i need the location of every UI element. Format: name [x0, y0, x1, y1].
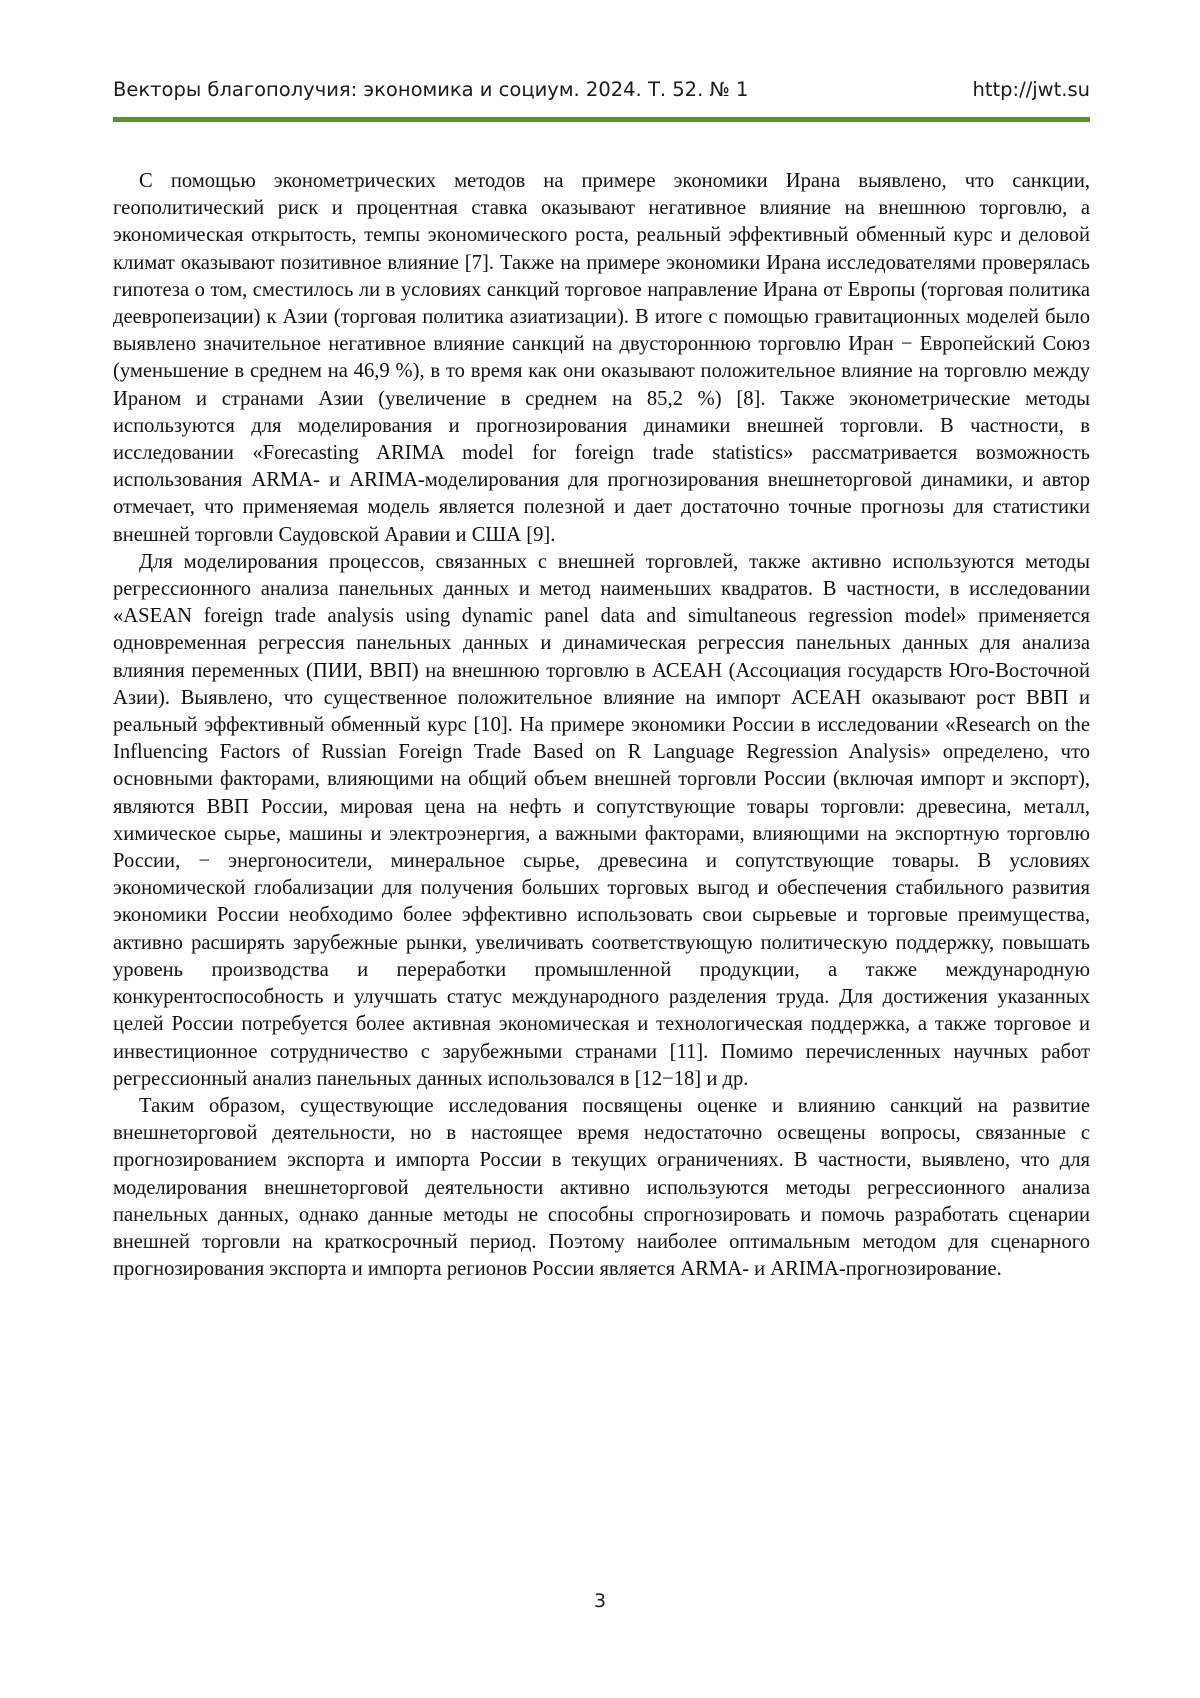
journal-citation: Векторы благополучия: экономика и социум. 2024. Т. 52. № 1 [113, 78, 748, 101]
article-body [113, 168, 1090, 1283]
running-header [113, 70, 1090, 110]
body-paragraph: Для моделирования процессов, связанных с внешней торговлей, также активно используются методы регрессионного анализа панельных данных и метод наименьших квадратов. В частности, в исследовании «ASEAN foreign trade analysis using dynamic panel data and simultaneous regression model» применяется одновременная регрессия панельных данных и динамическая регрессия панельных данных для анализа влияния переменных (ПИИ, ВВП) на внешнюю торговлю в АСЕАН (Ассоциация государств Юго-Восточной Азии). Выявлено, что существенное положительное влияние на импорт АСЕАН оказывают рост ВВП и реальный эффективный обменный курс [10]. На примере экономики России в исследовании «Research on the Influencing Factors of Russian Foreign Trade Based on R Language Regression Analysis» определено, что основными факторами, влияющими на общий объем внешней торговли России (включая импорт и экспорт), являются ВВП России, мировая цена на нефть и сопутствующие товары торговли: древесина, металл, химическое сырье, машины и электроэнергия, а важными факторами, влияющими на экспортную торговлю России, − энергоносители, минеральное сырье, древесина и сопутствующие товары. В условиях экономической глобализации для получения больших торговых выгод и обеспечения стабильного развития экономики России необходимо более эффективно использовать свои сырьевые и торговые преимущества, активно расширять зарубежные рынки, увеличивать соответствующую политическую поддержку, повышать уровень производства и переработки промышленной продукции, а также международную конкурентоспособность и улучшать статус международного разделения труда. Для достижения указанных целей России потребуется более активная экономическая и технологическая поддержка, а также торговое и инвестиционное сотрудничество с зарубежными странами [11]. Помимо перечисленных научных работ регрессионный анализ панельных данных использовался в [12−18] и др. [113, 549, 1090, 1093]
header-divider [113, 117, 1090, 122]
body-paragraph: Таким образом, существующие исследования посвящены оценке и влиянию санкций на развитие внешнеторговой деятельности, но в настоящее время недостаточно освещены вопросы, связанные с прогнозированием экспорта и импорта России в текущих ограничениях. В частности, выявлено, что для моделирования внешнеторговой деятельности активно используются методы регрессионного анализа панельных данных, однако данные методы не способны спрогнозировать и помочь разработать сценарии внешней торговли на краткосрочный период. Поэтому наиболее оптимальным методом для сценарного прогнозирования экспорта и импорта регионов России является ARMA- и ARIMA-прогнозирование. [113, 1093, 1090, 1283]
page-number: 3 [0, 1590, 1200, 1612]
document-page [0, 0, 1200, 1698]
body-paragraph: С помощью эконометрических методов на примере экономики Ирана выявлено, что санкции, геополитический риск и процентная ставка оказывают негативное влияние на внешнюю торговлю, а экономическая открытость, темпы экономического роста, реальный эффективный обменный курс и деловой климат оказывают позитивное влияние [7]. Также на примере экономики Ирана исследователями проверялась гипотеза о том, сместилось ли в условиях санкций торговое направление Ирана от Европы (торговая политика деевропеизации) к Азии (торговая политика азиатизации). В итоге с помощью гравитационных моделей было выявлено значительное негативное влияние санкций на двустороннюю торговлю Иран − Европейский Союз (уменьшение в среднем на 46,9 %), в то время как они оказывают положительное влияние на торговлю между Ираном и странами Азии (увеличение в среднем на 85,2 %) [8]. Также эконометрические методы используются для моделирования и прогнозирования динамики внешней торговли. В частности, в исследовании «Forecasting ARIMA model for foreign trade statistics» рассматривается возможность использования ARMA- и ARIMA-моделирования для прогнозирования внешнеторговой динамики, и автор отмечает, что применяемая модель является полезной и дает достаточно точные прогнозы для статистики внешней торговли Саудовской Аравии и США [9]. [113, 168, 1090, 549]
journal-url[interactable]: http://jwt.su [973, 78, 1090, 101]
